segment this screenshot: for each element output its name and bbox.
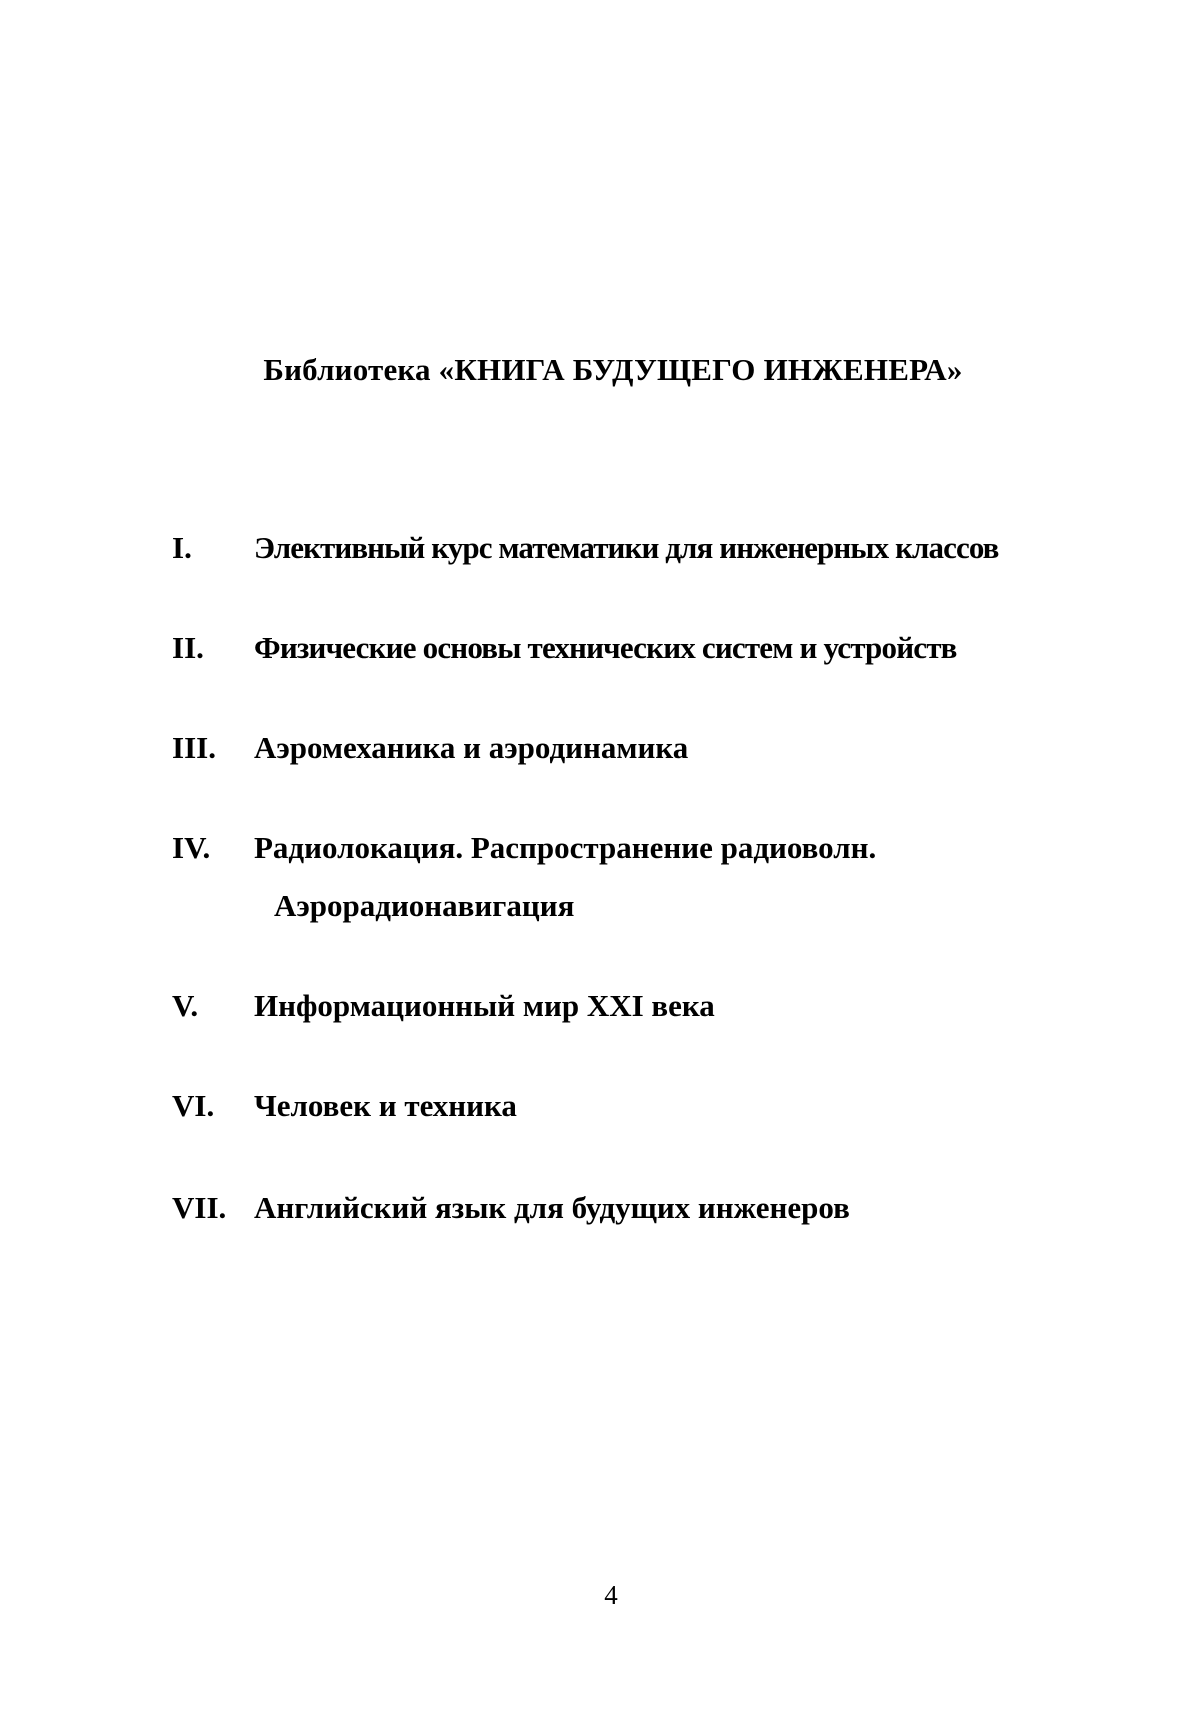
item-numeral: II. — [172, 630, 204, 665]
item-title-continuation: Аэрорадионавигация — [274, 888, 575, 923]
item-title: Человек и техника — [254, 1088, 517, 1123]
item-title: Физические основы технических систем и устройств — [254, 630, 957, 665]
item-title: Радиолокация. Распространение радиоволн. — [254, 830, 877, 865]
page-title: Библиотека «КНИГА БУДУЩЕГО ИНЖЕНЕРА» — [263, 352, 963, 387]
item-numeral: VII. — [172, 1190, 227, 1225]
item-title: Аэромеханика и аэродинамика — [254, 730, 689, 765]
item-title: Информационный мир XXI века — [254, 988, 715, 1023]
item-numeral: V. — [172, 988, 199, 1023]
item-numeral: I. — [172, 530, 192, 565]
item-numeral: VI. — [172, 1088, 215, 1123]
item-numeral: IV. — [172, 830, 211, 865]
item-numeral: III. — [172, 730, 216, 765]
page-number: 4 — [604, 1580, 618, 1610]
item-title: Английский язык для будущих инженеров — [254, 1190, 850, 1225]
item-title: Элективный курс математики для инженерных классов — [254, 530, 999, 565]
